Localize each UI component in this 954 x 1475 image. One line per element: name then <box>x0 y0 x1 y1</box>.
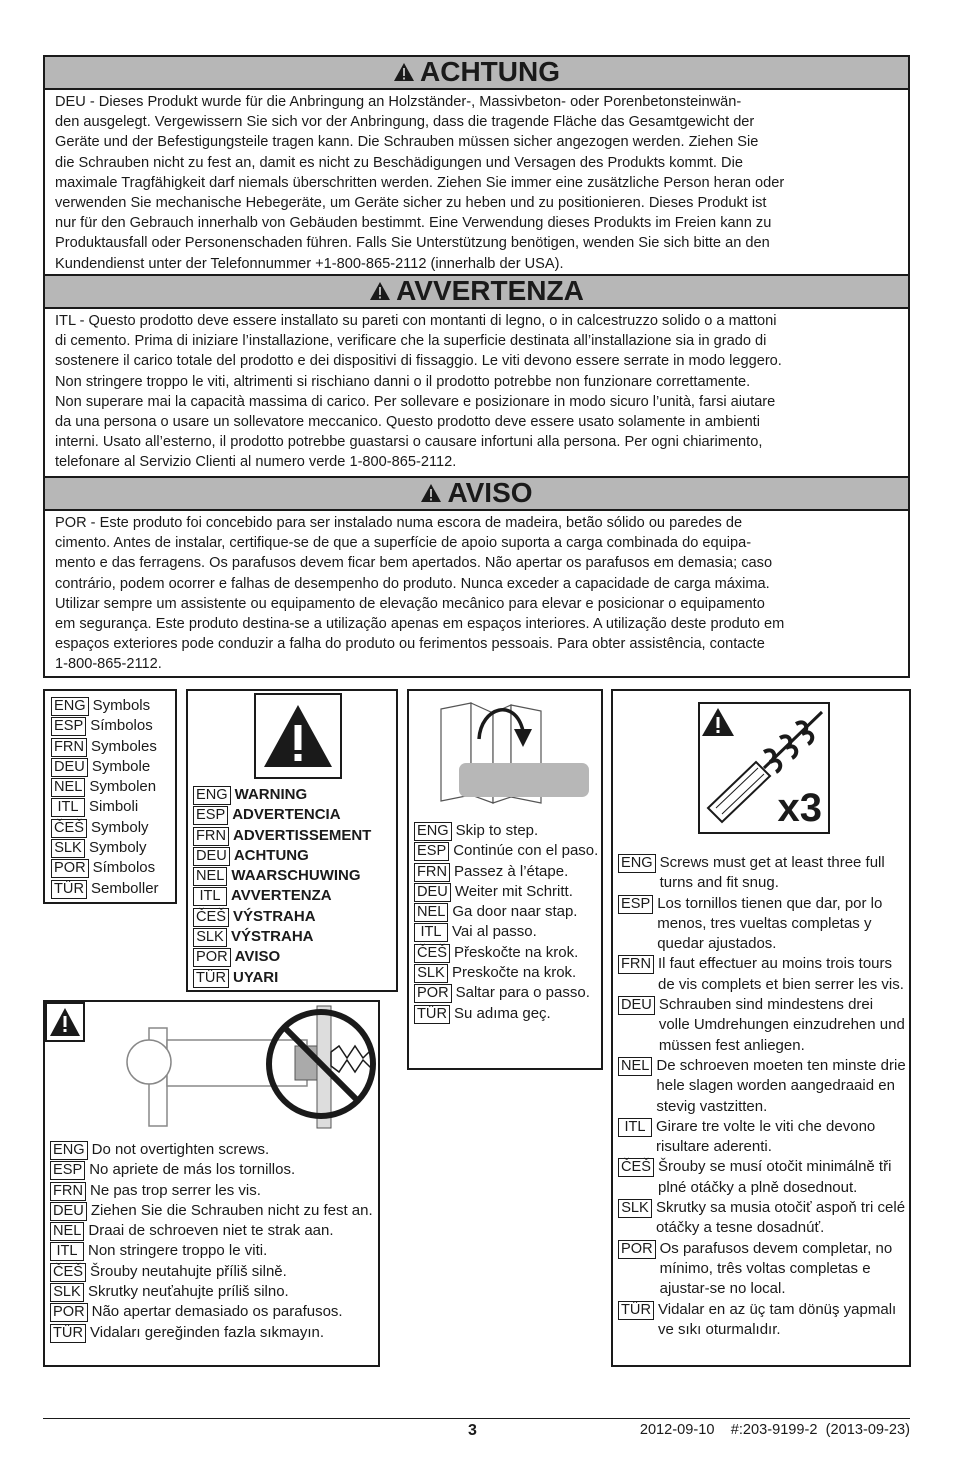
language-code: TÜR <box>51 880 87 899</box>
list-item: POR Os parafusos devem completar, no mínimo, três voltas completas e ajustar-se no local. <box>618 1239 907 1300</box>
language-code: DEU <box>618 996 655 1015</box>
language-code: FRN <box>618 955 654 974</box>
language-code: POR <box>50 1303 88 1322</box>
symbols-legend-box <box>43 689 177 904</box>
footer-divider <box>43 1418 910 1419</box>
list-item: POR Não apertar demasiado os parafusos. <box>50 1302 376 1322</box>
language-code: ITL <box>50 1242 84 1261</box>
language-code: POR <box>51 859 89 878</box>
language-code: FRN <box>51 738 87 757</box>
list-item: ESP Símbolos <box>51 716 175 736</box>
skip-step-box <box>407 689 603 1070</box>
warning-title: AVISO <box>447 477 533 508</box>
language-code: ENG <box>414 822 452 841</box>
language-code: DEU <box>51 758 88 777</box>
warning-title: ACHTUNG <box>420 56 560 87</box>
warning-body: POR - Este produto foi concebido para ser instalado numa escora de madeira, betão sólido ou paredes de cimento. Antes de instalar, certifique-se de que a superfície de apoio suporta a carga combinada do equipa- mento e das ferragens. Os parafusos devem ficar bem apertados. Não apertar os parafusos em demasia; caso contrário, podem ocorrer e falhas de desempenho do produto. Nunca exceder a capacidade de carga máxima. Utilizar sempre um assistente ou equipamento de elevação mecânico para elevar e posicionar o equipamento em segurança. Este produto destina-se a utilização apenas em espaços interiores. A utilização deste produto em espaços exteriores pode conduzir a falha do produto ou ferimentos pessoais. Para obter assistência, contacte 1-800-865-2112. <box>55 515 785 673</box>
list-item: ENG Skip to step. <box>414 821 599 841</box>
language-code: POR <box>414 984 452 1003</box>
language-code: ČEŠ <box>193 908 229 927</box>
list-item: NEL Symbolen <box>51 777 175 797</box>
list-item: ČEŠ Šrouby neutahujte příliš silně. <box>50 1262 376 1282</box>
list-item: ENG Do not overtighten screws. <box>50 1140 376 1160</box>
warning-body: DEU - Dieses Produkt wurde für die Anbringung an Holzständer-, Massivbeton- oder Porenbetonsteinwän- den ausgelegt. Vergewissern Sie sich vor der Anbringung, dass die tragende Fläche das Gesamtgewicht der Geräte und der Befestigungsteile tragen kann. Die Schrauben müssen sicher angezogen werden. Ziehen Sie die Schrauben nicht zu fest an, damit es nicht zu Beschädigungen und Versagen des Produkts kommt. Die maximale Tragfähigkeit darf niemals überschritten werden. Ziehen Sie immer eine zusätzliche Person heran oder verwenden Sie mechanische Hebegeräte, um Geräte sicher zu heben und zu positionieren. Dieses Produkt ist nur für den Gebrauch innerhalb von Gebäuden bestimmt. Eine Verwendung dieses Produkts im Freien kann zu Produktausfall oder Personenschaden führen. Falls Sie Unterstützung benötigen, wenden Sie sich bitte an den Kundendienst unter der Telefonnummer +1-800-865-2112 (innerhalb der USA). <box>55 94 785 272</box>
language-code: ENG <box>50 1141 88 1160</box>
list-item: TÜR Su adıma geç. <box>414 1004 599 1024</box>
list-item: NEL De schroeven moeten ten minste drie hele slagen worden aangedraaid en stevig vastzitten. <box>618 1056 907 1117</box>
list-item: DEU Schrauben sind mindestens drei volle Umdrehungen einzudrehen und müssen fest anliegen. <box>618 995 907 1056</box>
language-code: ESP <box>51 717 86 736</box>
language-code: NEL <box>193 867 227 886</box>
list-item: TÜR Vidalar en az üç tam dönüş yapmalı ve sıkı oturmalıdır. <box>618 1300 907 1341</box>
list-item: TÜR Semboller <box>51 879 175 899</box>
language-code: FRN <box>50 1182 86 1201</box>
language-code: NEL <box>51 778 85 797</box>
list-item: SLK VÝSTRAHA <box>193 927 394 947</box>
language-code: ČEŠ <box>51 819 87 838</box>
document-id: 2012-09-10 #:203-9199-2 (2013-09-23) <box>639 1422 910 1438</box>
list-item: SLK Symboly <box>51 838 175 858</box>
list-item: SLK Skrutky neuťahujte príliš silno. <box>50 1282 376 1302</box>
list-item: FRN Passez à l’étape. <box>414 862 599 882</box>
warning-triangle-icon <box>369 281 391 301</box>
list-item: TÜR UYARI <box>193 968 394 988</box>
language-code: SLK <box>51 839 85 858</box>
list-item: ITL Vai al passo. <box>414 922 599 942</box>
overtighten-illustration <box>45 1002 378 1130</box>
language-code: ITL <box>193 887 227 906</box>
warning-triangle-icon <box>254 693 342 779</box>
list-item: ESP Los tornillos tienen que dar, por lo menos, tres vueltas completas y quedar ajustados. <box>618 894 907 955</box>
language-code: TÜR <box>50 1324 86 1343</box>
warning-body: ITL - Questo prodotto deve essere installato su pareti con montanti di legno, o in calcestruzzo solido o a mattoni di cemento. Prima di iniziare l’installazione, verificare che la superficie destinata all’installazione sia in grado di sostenere il carico totale del prodotto e dei dispositivi di fissaggio. Le viti devono essere serrate in modo leggero. Non stringere troppo le viti, altrimenti si rischiano danni o il prodotto potrebbe non funzionare correttamente. Non superare mai la capacità massima di carico. Per sollevare e posizionare in modo sicuro l’unità, farsi aiutare da una persona o usare un sollevatore meccanico. Questo prodotto deve essere usato solamente in ambienti interni. Usato all’esterno, il prodotto potrebbe guastarsi o causare infortuni alla persona. Per ogni chiarimento, telefonare al Servizio Clienti al numero verde 1-800-865-2112. <box>55 313 782 471</box>
language-code: TÜR <box>193 969 229 988</box>
warning-title: AVVERTENZA <box>396 275 584 306</box>
list-item: SLK Preskočte na krok. <box>414 963 599 983</box>
list-item: ENG WARNING <box>193 785 394 805</box>
list-item: ENG Screws must get at least three full turns and fit snug. <box>618 853 907 894</box>
list-item: ESP Continúe con el paso. <box>414 841 599 861</box>
warning-header <box>45 57 908 90</box>
language-code: ESP <box>50 1161 85 1180</box>
language-code: ENG <box>193 786 231 805</box>
page-number: 3 <box>468 1422 477 1439</box>
language-code: SLK <box>618 1199 652 1218</box>
list-item: ITL Simboli <box>51 797 175 817</box>
language-code: ITL <box>414 923 448 942</box>
list-item: NEL WAARSCHUWING <box>193 866 394 886</box>
list-item: NEL Draai de schroeven niet te strak aan. <box>50 1221 376 1241</box>
list-item: ITL Girare tre volte le viti che devono risultare aderenti. <box>618 1117 907 1158</box>
list-item: NEL Ga door naar stap. <box>414 902 599 922</box>
list-item: ČEŠ Přeskočte na krok. <box>414 943 599 963</box>
warning-triangle-icon <box>420 483 442 503</box>
list-item: ČEŠ VÝSTRAHA <box>193 907 394 927</box>
list-item: ESP ADVERTENCIA <box>193 805 394 825</box>
language-code: FRN <box>414 863 450 882</box>
warning-header <box>45 276 908 309</box>
language-code: ESP <box>618 895 653 914</box>
language-code: NEL <box>414 903 448 922</box>
language-code: TÜR <box>618 1301 654 1320</box>
warning-section-por <box>43 476 910 678</box>
list-item: DEU Weiter mit Schritt. <box>414 882 599 902</box>
language-code: NEL <box>50 1222 84 1241</box>
language-code: DEU <box>50 1202 87 1221</box>
list-item: ESP No apriete de más los tornillos. <box>50 1160 376 1180</box>
list-item: FRN Il faut effectuer au moins trois tours de vis complets et bien serrer les vis. <box>618 954 907 995</box>
language-code: SLK <box>414 964 448 983</box>
language-code: FRN <box>193 827 229 846</box>
warning-header <box>45 478 908 511</box>
screwdriver-illustration <box>698 702 830 834</box>
three-turns-box <box>611 689 911 1367</box>
times-three-badge: x3 <box>777 786 822 830</box>
list-item: ENG Symbols <box>51 696 175 716</box>
warning-words-box <box>186 689 398 992</box>
language-code: DEU <box>193 847 230 866</box>
overtighten-box <box>43 1000 380 1367</box>
warning-triangle-icon <box>393 62 415 82</box>
language-code: ČEŠ <box>50 1263 86 1282</box>
language-code: DEU <box>414 883 451 902</box>
list-item: ČEŠ Symboly <box>51 818 175 838</box>
list-item: POR AVISO <box>193 947 394 967</box>
page-turn-icon <box>411 691 601 815</box>
language-code: ESP <box>193 806 228 825</box>
language-code: POR <box>618 1240 656 1259</box>
list-item: ITL Non stringere troppo le viti. <box>50 1241 376 1261</box>
warning-section-itl <box>43 274 910 478</box>
list-item: SLK Skrutky sa musia otočiť aspoň tri celé otáčky a tesne dosadnúť. <box>618 1198 907 1239</box>
language-code: TÜR <box>414 1005 450 1024</box>
language-code: ENG <box>51 697 89 716</box>
language-code: SLK <box>50 1283 84 1302</box>
language-code: ENG <box>618 854 656 873</box>
list-item: FRN ADVERTISSEMENT <box>193 826 394 846</box>
language-code: NEL <box>618 1057 652 1076</box>
list-item: DEU ACHTUNG <box>193 846 394 866</box>
warning-section-deu <box>43 55 910 276</box>
list-item: FRN Ne pas trop serrer les vis. <box>50 1181 376 1201</box>
list-item: DEU Ziehen Sie die Schrauben nicht zu fest an. <box>50 1201 376 1221</box>
language-code: ITL <box>618 1118 652 1137</box>
list-item: ČEŠ Šrouby se musí otočit minimálně tři plné otáčky a plně dosednout. <box>618 1157 907 1198</box>
list-item: ITL AVVERTENZA <box>193 886 394 906</box>
list-item: DEU Symbole <box>51 757 175 777</box>
list-item: POR Saltar para o passo. <box>414 983 599 1003</box>
language-code: ITL <box>51 798 85 817</box>
list-item: FRN Symboles <box>51 737 175 757</box>
language-code: ČEŠ <box>618 1158 654 1177</box>
language-code: POR <box>193 948 231 967</box>
language-code: ČEŠ <box>414 944 450 963</box>
list-item: POR Símbolos <box>51 858 175 878</box>
language-code: ESP <box>414 842 449 861</box>
list-item: TÜR Vidaları gereğinden fazla sıkmayın. <box>50 1323 376 1343</box>
language-code: SLK <box>193 928 227 947</box>
